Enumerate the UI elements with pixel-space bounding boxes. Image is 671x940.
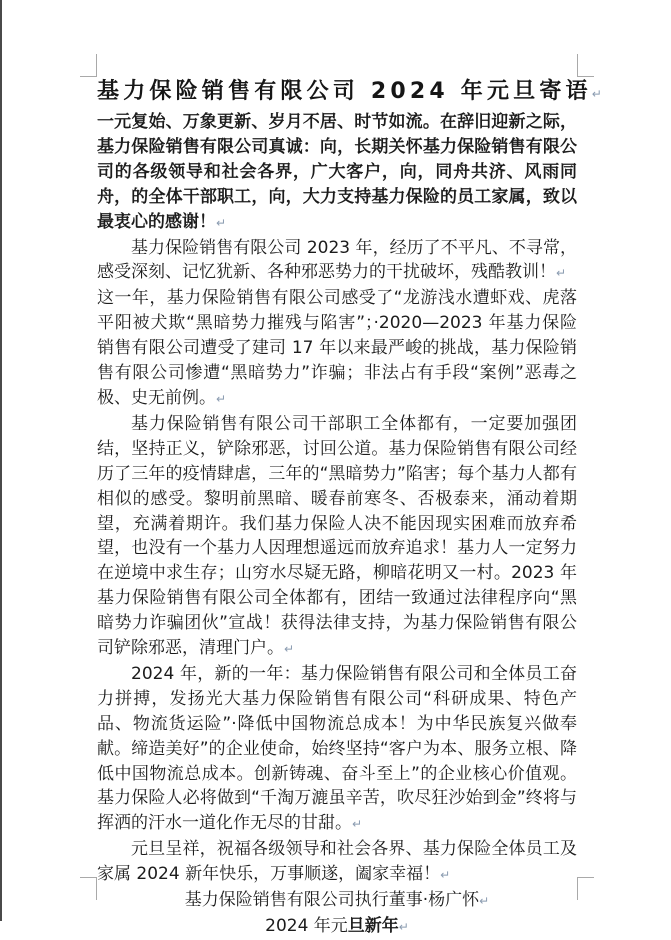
paragraph-text: 基力保险销售有限公司 2023 年，经历了不平凡、不寻常，感受深刻、记忆犹新、各种邪恶势力的干扰破坏，残酷教训！ [97, 237, 577, 283]
paragraph-mark-icon: ↵ [216, 391, 227, 406]
date-line [97, 914, 577, 940]
paragraph-text: 这一年，基力保险销售有限公司感受了“龙游浅水遭虾戏、虎落平阳被犬欺“黑暗势力摧残与陷害”；·2020—2023 年基力保险销售有限公司遭受了建司 17 年以来最严峻的挑战，基力保险销售有限公司惨遭“黑暗势力”诈骗；非法占有手段“案例”恶毒之极、史无前例。 [97, 288, 577, 408]
paragraph-text: 元旦呈祥，祝福各级领导和社会各界、基力保险全体员工及家属 2024 新年快乐，万事顺遂，阖家幸福！ [97, 839, 577, 885]
crop-mark-top-right [577, 54, 594, 77]
paragraph-staff-unity [97, 412, 577, 662]
paragraph-mark-icon: ↵ [398, 920, 409, 934]
signature-line [97, 888, 577, 914]
paragraph-mark-icon: ↵ [479, 894, 490, 909]
document-title-text: 基力保险销售有限公司 2024 年元旦寄语 [97, 79, 592, 104]
paragraph-greeting-intro [97, 110, 577, 236]
crop-mark-top-left [80, 54, 97, 77]
paragraph-mark-icon: ↵ [216, 215, 227, 230]
paragraph-mark-icon: ↵ [352, 817, 363, 832]
document-body [97, 76, 602, 940]
paragraph-mark-icon: ↵ [591, 87, 602, 101]
paragraph-mark-icon: ↵ [440, 868, 451, 883]
paragraph-mark-icon: ↵ [284, 642, 295, 657]
document-title [97, 76, 602, 110]
page-left-edge [0, 0, 2, 921]
paragraph-text: 基力保险销售有限公司干部职工全体都有，一定要加强团结，坚持正义，铲除邪恶，讨回公道。基力保险销售有限公司经历了三年的疫情肆虐，三年的“黑暗势力”陷害；每个基力人都有相似的感受。黎明前黑暗、暖春前寒冬、否极泰来，涌动着期望，充满着期许。我们基力保险人决不能因现实困难而放弃希望，也没有一个基力人因理想遥远而放弃追求！基力人一定努力在逆境中求生存；山穷水尽疑无路，柳暗花明又一村。2023 年基力保险销售有限公司全体都有，团结一致通过法律程序向“黑暗势力诈骗团伙”宣战！获得法律支持，为基力保险销售有限公司铲除邪恶，清理门户。 [97, 413, 577, 659]
date-line-normal: 2024 年元 [265, 916, 348, 936]
paragraph-this-year-hardship [97, 286, 577, 412]
signature-text: 基力保险销售有限公司执行董事·杨广怀 [184, 890, 480, 911]
paragraph-year-2023-summary [97, 236, 577, 287]
paragraph-new-year-blessing [97, 837, 577, 888]
date-line-bold: 旦新年 [347, 916, 399, 936]
paragraph-text: 2024 年，新的一年：基力保险销售有限公司和全体员工奋力拼搏，发扬光大基力保险销售有限公司“科研成果、特色产品、物流货运险”·降低中国物流总成本！为中华民族复兴做奉献。缔造美好”的企业使命，始终坚持“客户为本、服务立根、降低中国物流总成本。创新铸魂、奋斗至上”的企业核心价值观。基力保险人必将做到“千淘万漉虽辛苦，吹尽狂沙始到金”终将与挥洒的汗水一道化作无尽的甘甜。 [97, 663, 577, 834]
paragraph-text: 一元复始、万象更新、岁月不居、时节如流。在辞旧迎新之际，基力保险销售有限公司真诚：向，长期关怀基力保险销售有限公司的各级领导和社会各界，广大客户，向，同舟共济、风雨同舟，的全体干部职工，向，大力支持基力保险的员工家属，致以最衷心的感谢！ [97, 112, 577, 232]
paragraph-year-2024-outlook [97, 662, 577, 837]
crop-mark-bottom-right [577, 877, 594, 900]
paragraph-mark-icon: ↵ [556, 266, 567, 281]
crop-mark-bottom-left [80, 877, 97, 900]
